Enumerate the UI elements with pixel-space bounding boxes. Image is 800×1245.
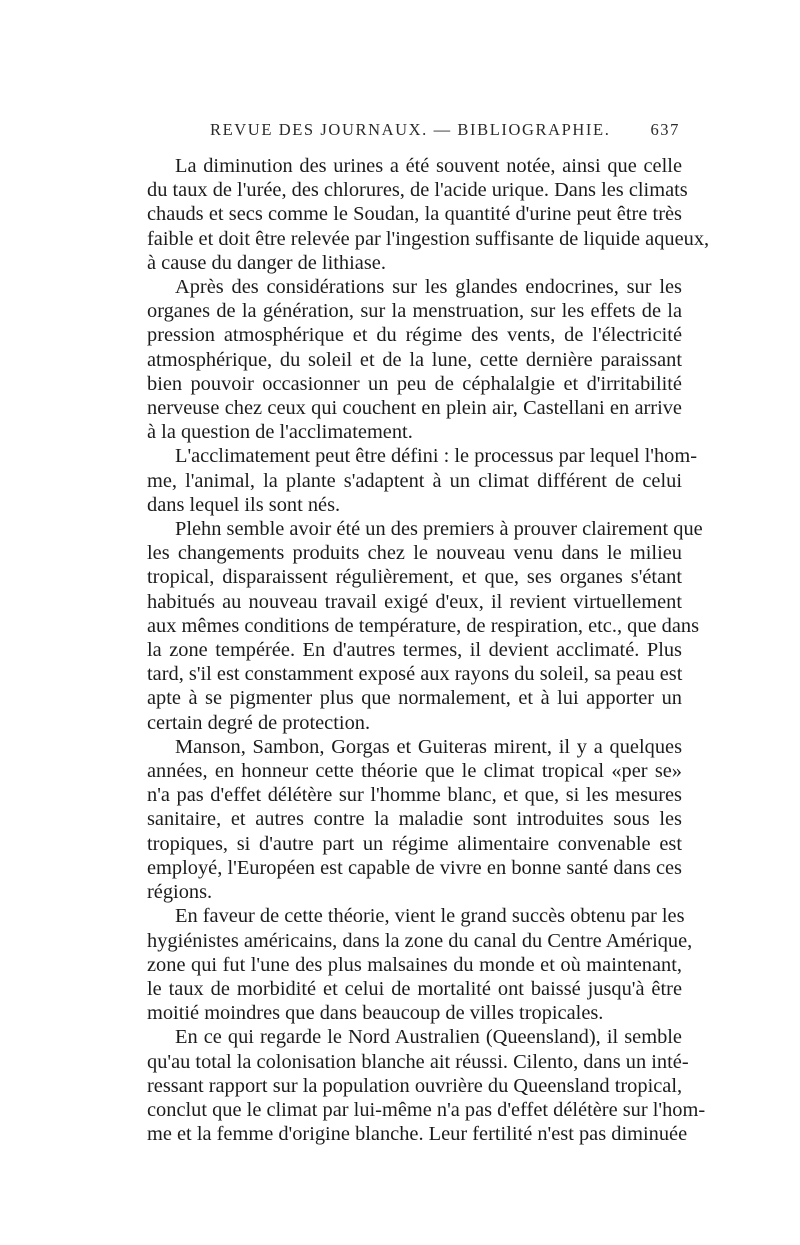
text-line: me et la femme d'origine blanche. Leur fertilité n'est pas diminuée [147,1123,688,1146]
text-line: moitié moindres que dans beaucoup de villes tropicales. [147,1002,604,1025]
text-line: atmosphérique, du soleil et de la lune, cette dernière paraissant [147,348,682,371]
text-line: En faveur de cette théorie, vient le grand succès obtenu par les [175,905,685,928]
text-line: organes de la génération, sur la menstruation, sur les effets de la [147,300,682,323]
text-line: faible et doit être relevée par l'ingestion suffisante de liquide aqueux, [147,227,710,250]
text-line: tropiques, si d'autre part un régime alimentaire convenable est [147,832,682,855]
text-line: sanitaire, et autres contre la maladie sont introduites sous les [147,808,682,831]
text-line: à cause du danger de lithiase. [147,251,386,274]
paragraph-queensland [120,1025,706,1146]
text-line: L'acclimatement peut être défini : le processus par lequel l'hom- [175,445,698,468]
paragraph-plehn [120,517,703,735]
text-line: qu'au total la colonisation blanche ait réussi. Cilento, dans un inté- [147,1050,689,1073]
text-line: la zone tempérée. En d'autres termes, il devient acclimaté. Plus [147,639,682,662]
text-line: habitués au nouveau travail exigé d'eux, il revient virtuellement [147,590,682,613]
paragraph-acclimatement-definition [120,444,698,517]
text-line: à la question de l'acclimatement. [147,421,413,444]
text-line: pression atmosphérique et du régime des vents, de l'électricité [147,324,682,347]
text-line: les changements produits chez le nouveau venu dans le milieu [147,542,682,565]
text-line: hygiénistes américains, dans la zone du canal du Centre Amérique, [147,929,693,952]
text-line: dans lequel ils sont nés. [147,493,341,516]
text-line: régions. [147,881,213,904]
text-line: nerveuse chez ceux qui couchent en plein air, Castellani en arrive [147,397,682,420]
text-line: employé, l'Européen est capable de vivre en bonne santé dans ces [147,856,682,879]
paragraph-faveur [120,904,693,1025]
text-line: apte à se pigmenter plus que normalement, et à lui apporter un [147,687,682,710]
text-line: Après des considérations sur les glandes endocrines, sur les [175,276,682,299]
text-line: tropical, disparaissent régulièrement, et que, ses organes s'étant [147,566,682,589]
text-line: aux mêmes conditions de température, de respiration, etc., que dans [147,614,700,637]
text-line: années, en honneur cette théorie que le climat tropical «per se» [147,760,682,783]
text-line: chauds et secs comme le Soudan, la quantité d'urine peut être très [147,203,682,226]
text-line: zone qui fut l'une des plus malsaines du monde et où maintenant, [147,953,682,976]
text-line: ressant rapport sur la population ouvrière du Queensland tropical, [147,1074,683,1097]
text-line: certain degré de protection. [147,711,371,734]
paragraph-considerations [120,275,682,444]
text-line: Manson, Sambon, Gorgas et Guiteras mirent, il y a quelques [175,735,682,758]
text-line: conclut que le climat par lui-même n'a pas d'effet délétère sur l'hom- [147,1098,706,1121]
running-header [120,120,680,150]
body-text [120,154,710,1146]
text-line: n'a pas d'effet délétère sur l'homme blanc, et que, si les mesures [147,784,682,807]
text-line: La diminution des urines a été souvent notée, ainsi que celle [175,155,682,177]
text-line: En ce qui regarde le Nord Australien (Queensland), il semble [175,1026,682,1049]
page-number: 637 [650,120,680,139]
text-line: Plehn semble avoir été un des premiers à prouver clairement que [175,518,703,541]
text-line: du taux de l'urée, des chlorures, de l'acide urique. Dans les climats [147,179,688,202]
paragraph-urines [120,154,710,275]
text-line: tard, s'il est constamment exposé aux rayons du soleil, sa peau est [147,663,683,686]
text-line: bien pouvoir occasionner un peu de céphalalgie et d'irritabilité [147,372,682,395]
header-title: REVUE DES JOURNAUX. — BIBLIOGRAPHIE. [210,120,611,139]
paragraph-manson [120,735,682,904]
text-line: me, l'animal, la plante s'adaptent à un climat différent de celui [147,469,682,492]
text-line: le taux de morbidité et celui de mortalité ont baissé jusqu'à être [147,977,682,1000]
